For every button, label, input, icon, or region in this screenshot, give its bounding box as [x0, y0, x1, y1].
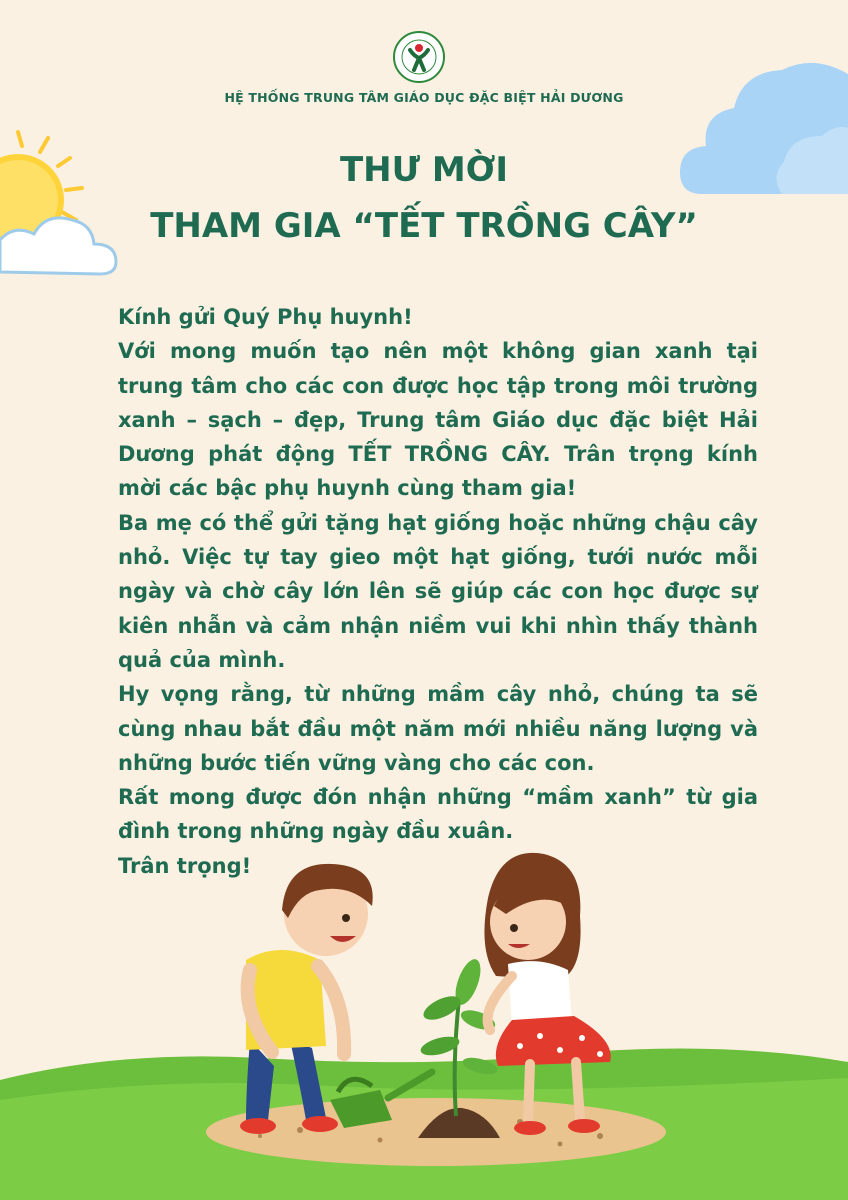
organization-name: HỆ THỐNG TRUNG TÂM GIÁO DỤC ĐẶC BIỆT HẢI DƯƠNG — [224, 90, 624, 105]
title-line-2: THAM GIA “TẾT TRỒNG CÂY” — [150, 206, 698, 246]
closing: Trân trọng! — [118, 853, 252, 878]
paragraph-invitation: Với mong muốn tạo nên một không gian xanh tại trung tâm cho các con được học tập trong môi trường xanh – sạch – đẹp, Trung tâm Giáo dục đặc biệt Hải Dương phát động TẾT TRỒNG CÂY. Trân trọng kính mời các bậc phụ huynh cùng tham gia! — [118, 339, 758, 501]
kids-planting-tree-illustration — [0, 840, 848, 1200]
title-line-1: THƯ MỜI — [339, 150, 509, 190]
page-title — [0, 142, 848, 254]
paragraph-hope: Hy vọng rằng, từ những mầm cây nhỏ, chúng ta sẽ cùng nhau bắt đầu một năm mới nhiều năng lượng và những bước tiến vững vàng cho các con. — [118, 682, 758, 775]
paragraph-welcome: Rất mong được đón nhận những “mầm xanh” từ gia đình trong những ngày đầu xuân. — [118, 785, 758, 844]
greeting: Kính gửi Quý Phụ huynh! — [118, 305, 413, 329]
paragraph-donation: Ba mẹ có thể gửi tặng hạt giống hoặc những chậu cây nhỏ. Việc tự tay gieo một hạt giống, tưới nước mỗi ngày và chờ cây lớn lên sẽ giúp các con học được sự kiên nhẫn và cảm nhận niềm vui khi nhìn thấy thành quả của mình. — [118, 510, 758, 672]
letter-body — [118, 300, 758, 883]
school-logo-icon — [392, 30, 446, 84]
